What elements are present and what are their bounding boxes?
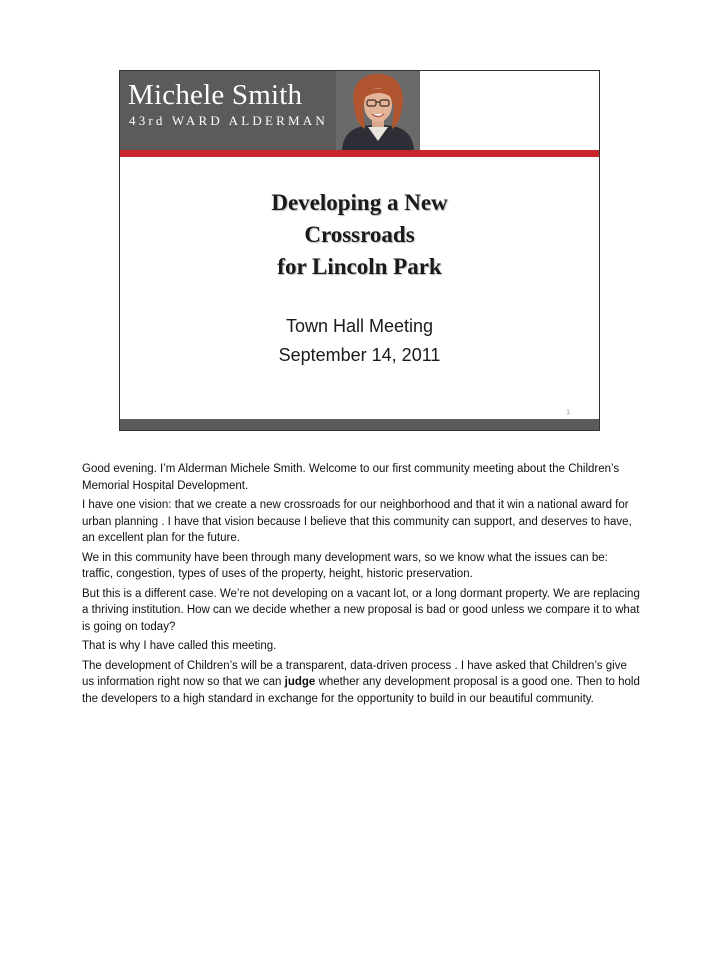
notes-emphasis-judge: judge: [284, 676, 316, 688]
notes-paragraph-6-end: whether any development proposal is a good one. Then to hold the developers to a high standard in exchange for the opportunity to build in our beautiful community.: [82, 676, 640, 705]
slide-subtitle: [120, 312, 599, 370]
speaker-notes: [82, 461, 642, 710]
notes-paragraph-6: [82, 658, 642, 708]
banner-name: Michele Smith: [128, 79, 303, 111]
notes-paragraph-4: But this is a different case. We’re not developing on a vacant lot, or a long dormant property. We are replacing a thriving institution. How can we decide whether a new proposal is bad or good unless we compare it to what is going on today?: [82, 587, 640, 633]
slide-title-line-1: Developing a New: [271, 190, 448, 215]
portrait-illustration: [336, 71, 420, 150]
footer-bar: [120, 419, 599, 430]
notes-paragraph-3: We in this community have been through many development wars, so we know what the issues can be: traffic, congestion, types of uses of the property, height, historic preservation.: [82, 551, 608, 580]
slide-subtitle-line-1: Town Hall Meeting: [285, 316, 434, 336]
notes-paragraph-1: Good evening. I’m Alderman Michele Smith. Welcome to our first community meeting about the Children’s Memorial Hospital Development.: [82, 463, 620, 492]
banner-red-stripe: [120, 150, 599, 157]
banner-subtitle: 43rd WARD ALDERMAN: [129, 113, 328, 128]
slide-title-line-3: for Lincoln Park: [277, 254, 442, 279]
header-banner: [120, 71, 420, 150]
slide-title-line-2: Crossroads: [304, 222, 415, 247]
slide-thumbnail: [119, 70, 600, 431]
notes-paragraph-5: That is why I have called this meeting.: [82, 640, 277, 652]
slide-subtitle-line-2: September 14, 2011: [278, 345, 441, 365]
portrait-photo: [336, 71, 420, 150]
notes-paragraph-6-start: The development of Children’s will be a transparent, data-driven process . I have asked that Children’s give us information right now so that we can: [82, 659, 627, 688]
slide-number: 1: [566, 409, 570, 416]
notes-paragraph-2: I have one vision: that we create a new crossroads for our neighborhood and that it win a national award for urban planning . I have that vision because I believe that this community can support, and deserves to have, an excellent plan for the future.: [82, 499, 632, 544]
slide-title: [120, 187, 599, 283]
